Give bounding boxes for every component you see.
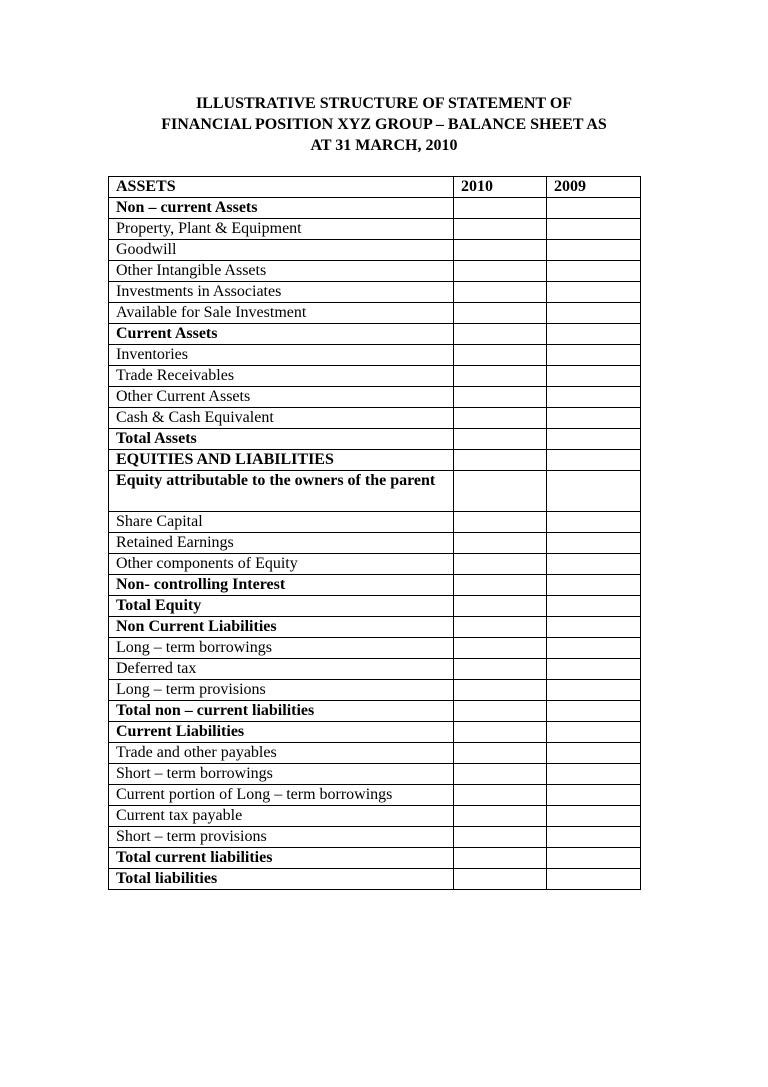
value-2010-cell — [454, 512, 547, 533]
title-line-2: FINANCIAL POSITION XYZ GROUP – BALANCE SHEET AS — [161, 116, 607, 133]
table-row — [109, 596, 641, 617]
value-2010-cell — [454, 387, 547, 408]
table-row — [109, 282, 641, 303]
row-label: Current portion of Long – term borrowings — [109, 785, 454, 806]
row-label: Total current liabilities — [109, 848, 454, 869]
value-2010-cell — [454, 366, 547, 387]
row-label: Non- controlling Interest — [109, 575, 454, 596]
value-2010-cell — [454, 533, 547, 554]
value-2009-cell — [547, 806, 641, 827]
value-2010-cell — [454, 450, 547, 471]
row-label: Equity attributable to the owners of the parent — [109, 471, 454, 512]
table-row — [109, 219, 641, 240]
value-2010-cell — [454, 345, 547, 366]
row-label: Retained Earnings — [109, 533, 454, 554]
table-row — [109, 429, 641, 450]
value-2010-cell — [454, 554, 547, 575]
value-2010-cell — [454, 785, 547, 806]
table-row — [109, 324, 641, 345]
value-2009-cell — [547, 198, 641, 219]
value-2010-cell — [454, 282, 547, 303]
table-row — [109, 827, 641, 848]
table-row — [109, 722, 641, 743]
table-row — [109, 869, 641, 890]
value-2010-cell — [454, 848, 547, 869]
row-label: Goodwill — [109, 240, 454, 261]
value-2009-cell — [547, 366, 641, 387]
table-row — [109, 387, 641, 408]
value-2009-cell — [547, 827, 641, 848]
value-2009-cell — [547, 869, 641, 890]
value-2009-cell — [547, 282, 641, 303]
row-label: Other Intangible Assets — [109, 261, 454, 282]
value-2009-cell — [547, 722, 641, 743]
value-2009-cell — [547, 512, 641, 533]
value-2010-cell — [454, 303, 547, 324]
row-label: Trade Receivables — [109, 366, 454, 387]
table-row — [109, 261, 641, 282]
value-2009-cell — [547, 638, 641, 659]
value-2010-cell — [454, 701, 547, 722]
value-2009-cell — [547, 429, 641, 450]
row-label: Trade and other payables — [109, 743, 454, 764]
balance-sheet-table — [108, 176, 641, 890]
value-2009-cell — [547, 617, 641, 638]
row-label: Current Assets — [109, 324, 454, 345]
table-row — [109, 554, 641, 575]
table-row — [109, 366, 641, 387]
table-row — [109, 512, 641, 533]
value-2009-cell — [547, 303, 641, 324]
table-row — [109, 701, 641, 722]
row-label: Other components of Equity — [109, 554, 454, 575]
value-2010-cell — [454, 240, 547, 261]
table-row — [109, 680, 641, 701]
value-2009-cell — [547, 785, 641, 806]
value-2009-cell — [547, 680, 641, 701]
table-row — [109, 471, 641, 512]
table-row — [109, 345, 641, 366]
row-label: EQUITIES AND LIABILITIES — [109, 450, 454, 471]
table-row — [109, 198, 641, 219]
value-2009-cell — [547, 219, 641, 240]
row-label: Non Current Liabilities — [109, 617, 454, 638]
value-2009-cell — [547, 450, 641, 471]
header-2010: 2010 — [454, 177, 547, 198]
value-2009-cell — [547, 701, 641, 722]
value-2009-cell — [547, 659, 641, 680]
value-2009-cell — [547, 324, 641, 345]
header-2009: 2009 — [547, 177, 641, 198]
table-row — [109, 240, 641, 261]
row-label: Deferred tax — [109, 659, 454, 680]
row-label: Short – term provisions — [109, 827, 454, 848]
table-row — [109, 659, 641, 680]
value-2009-cell — [547, 261, 641, 282]
value-2010-cell — [454, 219, 547, 240]
row-label: Cash & Cash Equivalent — [109, 408, 454, 429]
value-2009-cell — [547, 596, 641, 617]
value-2010-cell — [454, 869, 547, 890]
value-2009-cell — [547, 345, 641, 366]
table-row — [109, 638, 641, 659]
value-2009-cell — [547, 408, 641, 429]
row-label: Investments in Associates — [109, 282, 454, 303]
row-label: Total liabilities — [109, 869, 454, 890]
row-label: Current tax payable — [109, 806, 454, 827]
table-row — [109, 785, 641, 806]
value-2010-cell — [454, 806, 547, 827]
value-2010-cell — [454, 596, 547, 617]
table-row — [109, 617, 641, 638]
value-2010-cell — [454, 827, 547, 848]
table-row — [109, 450, 641, 471]
row-label: Share Capital — [109, 512, 454, 533]
table-header-row — [109, 177, 641, 198]
value-2009-cell — [547, 848, 641, 869]
value-2010-cell — [454, 638, 547, 659]
value-2010-cell — [454, 261, 547, 282]
table-row — [109, 533, 641, 554]
table-row — [109, 408, 641, 429]
table-row — [109, 764, 641, 785]
value-2009-cell — [547, 554, 641, 575]
value-2009-cell — [547, 471, 641, 512]
row-label: Short – term borrowings — [109, 764, 454, 785]
value-2010-cell — [454, 743, 547, 764]
header-assets: ASSETS — [109, 177, 454, 198]
row-label: Available for Sale Investment — [109, 303, 454, 324]
value-2009-cell — [547, 533, 641, 554]
document-title — [100, 93, 668, 156]
value-2010-cell — [454, 680, 547, 701]
value-2010-cell — [454, 617, 547, 638]
row-label: Non – current Assets — [109, 198, 454, 219]
row-label: Total Equity — [109, 596, 454, 617]
table-row — [109, 303, 641, 324]
row-label: Other Current Assets — [109, 387, 454, 408]
value-2009-cell — [547, 575, 641, 596]
row-label: Inventories — [109, 345, 454, 366]
title-line-1: ILLUSTRATIVE STRUCTURE OF STATEMENT OF — [195, 95, 573, 112]
row-label: Current Liabilities — [109, 722, 454, 743]
value-2010-cell — [454, 471, 547, 512]
value-2010-cell — [454, 575, 547, 596]
table-row — [109, 806, 641, 827]
row-label: Total non – current liabilities — [109, 701, 454, 722]
value-2009-cell — [547, 764, 641, 785]
value-2010-cell — [454, 722, 547, 743]
table-row — [109, 848, 641, 869]
value-2010-cell — [454, 198, 547, 219]
title-line-3: AT 31 MARCH, 2010 — [310, 137, 458, 154]
value-2010-cell — [454, 659, 547, 680]
value-2010-cell — [454, 764, 547, 785]
table-row — [109, 575, 641, 596]
value-2009-cell — [547, 387, 641, 408]
row-label: Long – term borrowings — [109, 638, 454, 659]
value-2010-cell — [454, 408, 547, 429]
value-2009-cell — [547, 743, 641, 764]
value-2009-cell — [547, 240, 641, 261]
value-2010-cell — [454, 324, 547, 345]
table-row — [109, 743, 641, 764]
value-2010-cell — [454, 429, 547, 450]
row-label: Property, Plant & Equipment — [109, 219, 454, 240]
row-label: Total Assets — [109, 429, 454, 450]
row-label: Long – term provisions — [109, 680, 454, 701]
